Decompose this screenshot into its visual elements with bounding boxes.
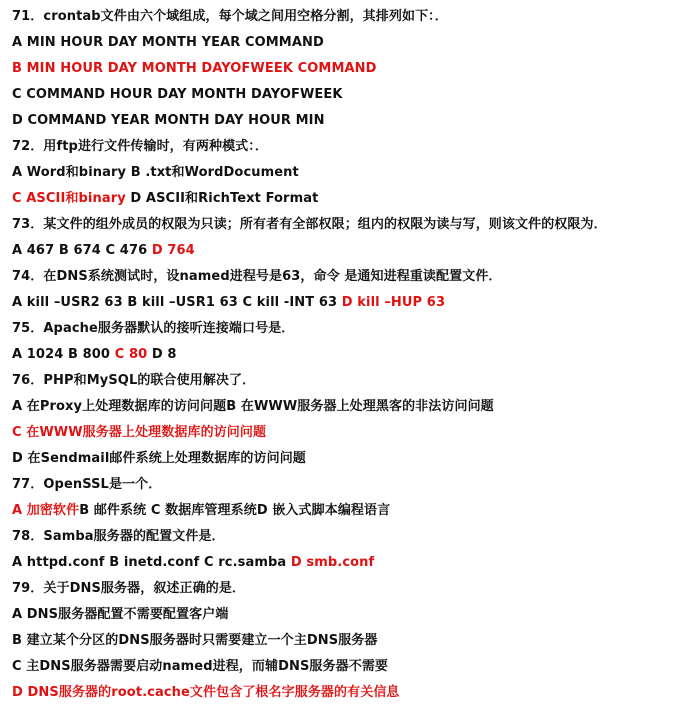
question-78-stem: 78．Samba服务器的配置文件是． — [12, 529, 225, 544]
question-76-option-d: D 在Sendmail邮件系统上处理数据库的访问问题 — [12, 451, 306, 466]
question-72-option-c-correct: C ASCII和binary — [12, 191, 126, 206]
question-77-stem: 77．OpenSSL是一个． — [12, 477, 162, 492]
question-76-stem: 76．PHP和MySQL的联合使用解决了． — [12, 373, 256, 388]
question-79-stem: 79．关于DNS服务器，叙述正确的是． — [12, 581, 246, 596]
question-79-option-d-correct: D DNS服务器的root.cache文件包含了根名字服务器的有关信息 — [12, 685, 400, 700]
question-75-options-ab: A 1024 B 800 — [12, 347, 115, 362]
question-72-option-d: D ASCII和RichText Format — [125, 191, 319, 206]
question-78-options-abc: A httpd.conf B inetd.conf C rc.samba — [12, 555, 291, 570]
question-72-stem: 72．用ftp进行文件传输时，有两种模式：． — [12, 139, 268, 154]
question-75-stem: 75．Apache服务器默认的接听连接端口号是． — [12, 321, 295, 336]
question-72-options-ab — [12, 160, 692, 186]
question-73-options — [12, 238, 692, 264]
question-71-option-d: D COMMAND YEAR MONTH DAY HOUR MIN — [12, 113, 325, 128]
question-75-option-c-correct: C 80 — [114, 347, 148, 362]
question-79-option-c: C 主DNS服务器需要启动named进程，而辅DNS服务器不需要 — [12, 659, 389, 674]
question-72-options-cd — [12, 186, 692, 212]
question-79-option-b: B 建立某个分区的DNS服务器时只需要建立一个主DNS服务器 — [12, 633, 378, 648]
question-71-stem: 71．crontab文件由六个域组成，每个域之间用空格分割，其排列如下：． — [12, 9, 448, 24]
question-72-option-ab-text: A Word和binary B .txt和WordDocument — [12, 165, 299, 180]
question-77-option-a-correct: A 加密软件 — [12, 503, 80, 518]
question-71-option-a: A MIN HOUR DAY MONTH YEAR COMMAND — [12, 35, 324, 50]
question-75-option-d: D 8 — [147, 347, 177, 362]
exam-document — [12, 4, 692, 706]
question-78-option-d-correct: D smb.conf — [290, 555, 375, 570]
question-78-options — [12, 550, 692, 576]
question-73-options-abc: A 467 B 674 C 476 — [12, 243, 152, 258]
question-74-stem: 74．在DNS系统测试时，设named进程号是63，命令 是通知进程重读配置文件． — [12, 269, 502, 284]
question-74-options — [12, 290, 692, 316]
question-73-stem: 73．某文件的组外成员的权限为只读；所有者有全部权限；组内的权限为读与写，则该文件的权限为． — [12, 217, 607, 232]
question-77-options-bcd: B 邮件系统 C 数据库管理系统D 嵌入式脚本编程语言 — [79, 503, 391, 518]
question-76-options-ab: A 在Proxy上处理数据库的访问问题B 在WWW服务器上处理黑客的非法访问问题 — [12, 399, 494, 414]
question-74-option-d-correct: D kill –HUP 63 — [341, 295, 446, 310]
question-71-option-b-correct: B MIN HOUR DAY MONTH DAYOFWEEK COMMAND — [12, 61, 377, 76]
question-74-options-abc: A kill –USR2 63 B kill –USR1 63 C kill -INT 63 — [12, 295, 342, 310]
question-76-option-c-correct: C 在WWW服务器上处理数据库的访问问题 — [12, 425, 267, 440]
question-77-options — [12, 498, 692, 524]
question-75-options — [12, 342, 692, 368]
question-71-option-c: C COMMAND HOUR DAY MONTH DAYOFWEEK — [12, 87, 343, 102]
question-79-option-a: A DNS服务器配置不需要配置客户端 — [12, 607, 229, 622]
question-73-option-d-correct: D 764 — [151, 243, 195, 258]
